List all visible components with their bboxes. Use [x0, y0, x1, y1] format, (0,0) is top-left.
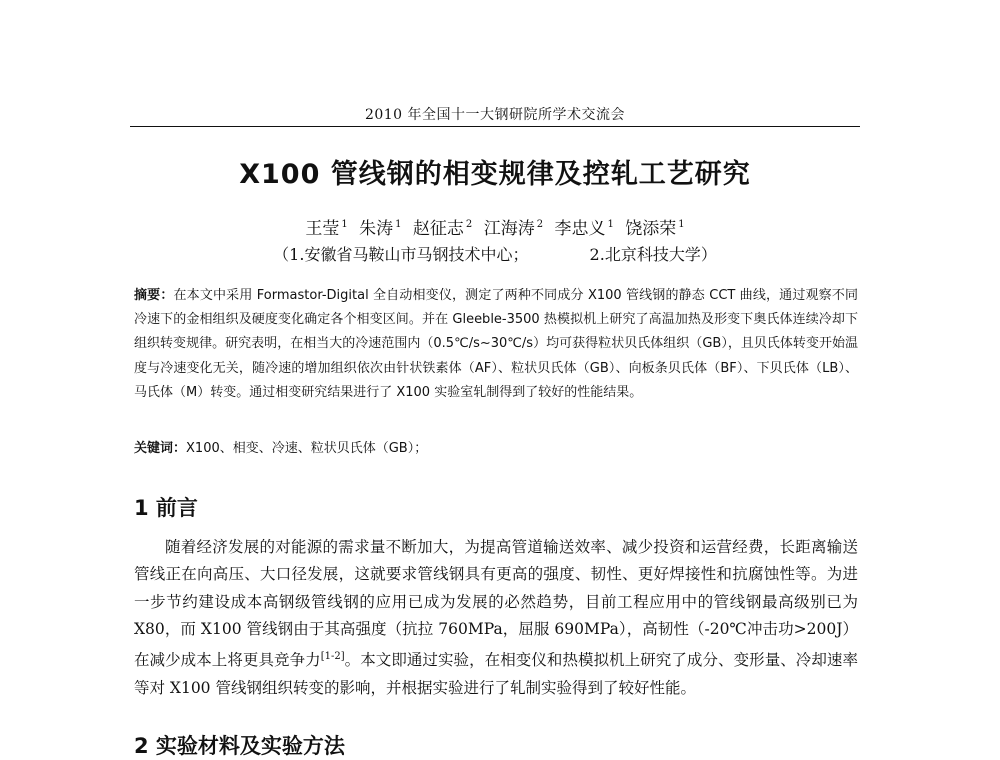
author: 饶添荣 $^1$ [625, 219, 685, 239]
abstract [134, 284, 858, 405]
running-header: 2010 年全国十一大钢研院所学术交流会 [364, 107, 626, 123]
abstract-label: 摘要： [134, 288, 174, 303]
keywords-text: X100、相变、冷速、粒状贝氏体（GB）； [186, 441, 428, 456]
paper-title: X100 管线钢的相变规律及控轧工艺研究 [239, 159, 751, 190]
author: 朱涛 $^1$ [359, 219, 402, 239]
section-heading-materials-methods: 2 实验材料及实验方法 [134, 734, 345, 758]
section-heading-introduction: 1 前言 [134, 496, 198, 520]
affiliations [130, 242, 860, 265]
author: 江海涛 $^2$ [483, 219, 544, 239]
keywords-label: 关键词： [134, 441, 187, 456]
citation: [1-2] [320, 651, 345, 663]
author: 李忠义 $^1$ [554, 219, 614, 239]
author-list [130, 214, 860, 239]
author: 王莹 $^1$ [305, 219, 348, 239]
affiliation-2: 2.北京科技大学） [589, 245, 717, 264]
introduction-paragraph: 随着经济发展的对能源的需求量不断加大，为提高管道输送效率、减少投资和运营经费，长距离输送管线正在向高压、大口径发展，这就要求管线钢具有更高的强度、韧性、更好焊接性和抗腐蚀性等。为进一步节约建设成本高钢级管线钢的应用已成为发展的必然趋势，目前工程应用中的管线钢最高级别已为 X80，而 X100 管线钢由于其高强度（抗拉 760MPa，屈服 690MPa），高韧性（-20℃冲击功>200J）在减少成本上将更具竞争力[1-2]。本文即通过实验，在相变仪和热模拟机上研究了成分、变形量、冷却速率等对 X100 管线钢组织转变的影响，并根据实验进行了轧制实验得到了较好性能。 [134, 538, 858, 697]
affiliation-1: （1.安徽省马鞍山市马钢技术中心； [273, 245, 529, 264]
keywords [134, 437, 858, 456]
abstract-text: 在本文中采用 Formastor-Digital 全自动相变仪，测定了两种不同成分 X100 管线钢的静态 CCT 曲线，通过观察不同冷速下的金相组织及硬度变化确定各个相变区间。并在 Gleeble-3500 热模拟机上研究了高温加热及形变下奥氏体连续冷却下组织转变规律。研究表明，在相当大的冷速范围内（0.5℃/s~30℃/s）均可获得粒状贝氏体组织（GB），且贝氏体转变开始温度与冷速变化无关，随冷速的增加组织依次由针状铁素体（AF）、粒状贝氏体（GB）、向板条贝氏体（BF）、下贝氏体（LB）、马氏体（M）转变。通过相变研究结果进行了 X100 实验室轧制得到了较好的性能结果。 [134, 288, 858, 400]
header-rule [130, 126, 860, 127]
author: 赵征志 $^2$ [412, 219, 473, 239]
